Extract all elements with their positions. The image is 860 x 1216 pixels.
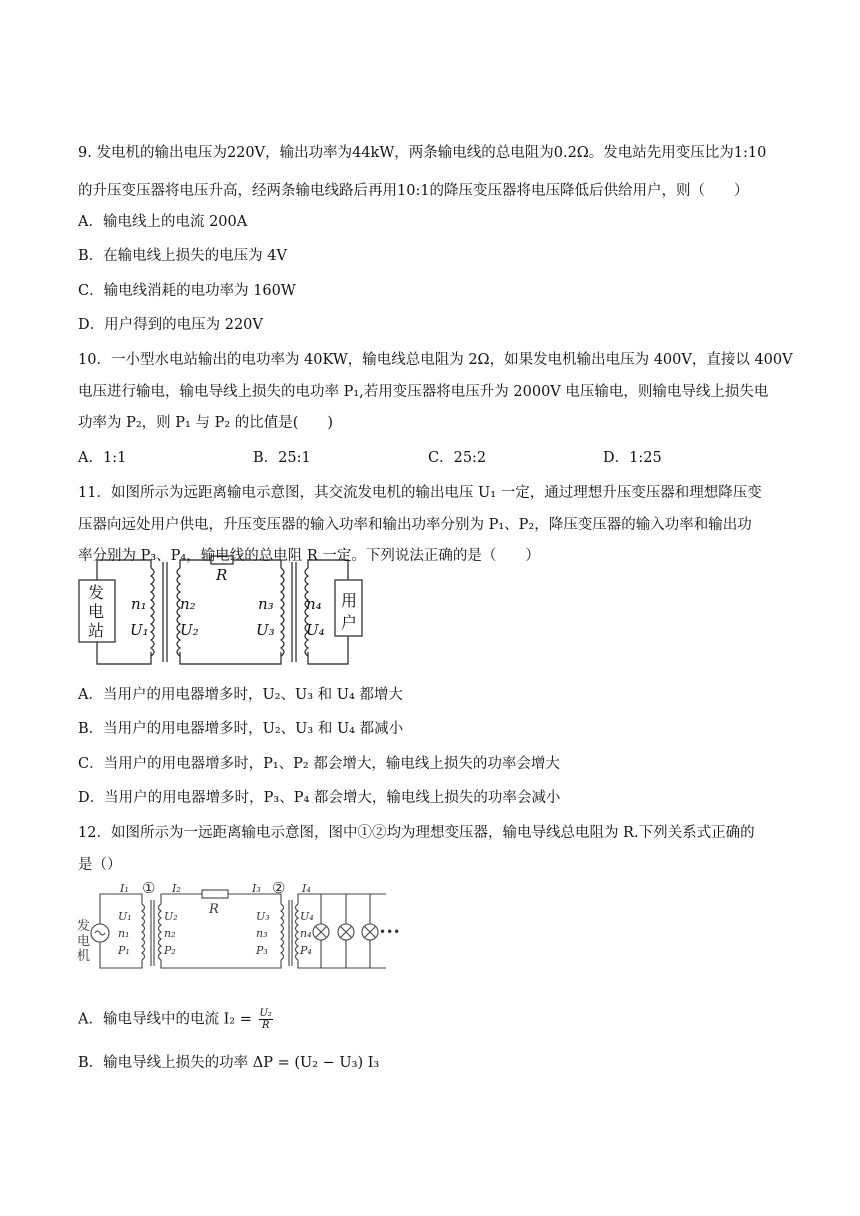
- q10-option-a: A．1:1: [78, 450, 127, 466]
- q12-label-u4: U₄: [300, 910, 314, 923]
- q12-stem-line-2: 是（）: [78, 857, 122, 873]
- q11-stem-line-2: 压器向远处用户供电，升压变压器的输入功率和输出功率分别为 P₁、P₂，降压变压器的输入功率和输出功: [78, 517, 752, 533]
- q12-source-char-2: 电: [77, 934, 91, 949]
- q12-option-b: B．输电导线上损失的功率 ΔP = (U₂ − U₃) I₃: [78, 1055, 380, 1071]
- q12-transformer-1-label: ①: [142, 882, 156, 897]
- q9-option-c: C．输电线消耗的电功率为 160W: [78, 283, 296, 299]
- q11-stem-line-3: 率分别为 P₃、P₄，输电线的总电阻 R 一定。下列说法正确的是（ ）: [78, 548, 540, 564]
- q11-circuit-diagram: [76, 552, 376, 672]
- q12-current-i1: I₁: [120, 882, 129, 895]
- q12-option-a-fraction: [259, 1008, 273, 1031]
- q12-label-p3: P₃: [256, 944, 268, 957]
- q11-option-d: D．当用户的用电器增多时，P₃、P₄ 都会增大，输电线上损失的功率会减小: [78, 790, 561, 806]
- q11-resistor-label: R: [216, 566, 228, 584]
- q10-option-c: C．25:2: [428, 450, 487, 466]
- q10-option-b: B．25:1: [253, 450, 311, 466]
- q11-source-char-2: 电: [88, 602, 105, 621]
- q11-label-u3: U₃: [256, 621, 275, 639]
- q11-source-char-1: 发: [88, 583, 105, 602]
- q9-stem-line-1: 9. 发电机的输出电压为220V，输出功率为44kW，两条输电线的总电阻为0.2Ω。发电站先用变压比为1:10: [78, 145, 767, 161]
- q12-stem-line-1: 12．如图所示为一远距离输电示意图，图中①②均为理想变压器，输电导线总电阻为 R.下列关系式正确的: [78, 825, 755, 841]
- q10-options: [78, 448, 778, 468]
- q11-user-char-2: 户: [341, 613, 358, 632]
- q11-source-char-3: 站: [88, 621, 105, 640]
- q12-label-p2: P₂: [164, 944, 176, 957]
- q12-label-u3: U₃: [256, 910, 270, 923]
- q12-label-p1: P₁: [118, 944, 130, 957]
- q11-label-n1: n₁: [131, 595, 147, 613]
- q12-transformer-2-label: ②: [272, 882, 286, 897]
- q11-option-c: C．当用户的用电器增多时，P₁、P₂ 都会增大，输电线上损失的功率会增大: [78, 756, 560, 772]
- q12-current-i3: I₃: [252, 882, 261, 895]
- q12-label-u1: U₁: [118, 910, 132, 923]
- q11-label-u4: U₄: [306, 621, 325, 639]
- q12-option-a-numerator: U₂: [259, 1008, 272, 1019]
- q12-label-u2: U₂: [164, 910, 178, 923]
- q9-option-b: B．在输电线上损失的电压为 4V: [78, 248, 287, 264]
- q11-label-n2: n₂: [180, 595, 196, 613]
- q12-source-char-1: 发: [77, 919, 91, 934]
- q11-stem-line-1: 11．如图所示为远距离输电示意图，其交流发电机的输出电压 U₁ 一定，通过理想升压变压器和理想降压变: [78, 485, 762, 501]
- q9-option-a: A．输电线上的电流 200A: [78, 214, 248, 230]
- q11-label-u1: U₁: [130, 621, 149, 639]
- q9-option-d: D．用户得到的电压为 220V: [78, 317, 263, 333]
- q12-option-a-text: A．输电导线中的电流 I₂ =: [78, 1011, 252, 1028]
- q11-label-n3: n₃: [258, 595, 274, 613]
- q12-label-n3: n₃: [256, 927, 268, 940]
- q12-label-p4: P₄: [300, 944, 312, 957]
- q10-stem-line-1: 10．一小型水电站输出的电功率为 40KW，输电线总电阻为 2Ω，如果发电机输出电压为 400V，直接以 400V: [78, 352, 793, 368]
- q10-option-d: D．1:25: [603, 450, 662, 466]
- q12-circuit-diagram: [76, 882, 406, 982]
- q10-stem-line-3: 功率为 P₂，则 P₁ 与 P₂ 的比值是( ): [78, 415, 334, 431]
- q11-option-a: A．当用户的用电器增多时，U₂、U₃ 和 U₄ 都增大: [78, 687, 403, 703]
- q11-user-char-1: 用: [341, 591, 358, 610]
- q11-label-u2: U₂: [180, 621, 199, 639]
- q9-stem-line-2: 的升压变压器将电压升高，经两条输电线路后再用10:1的降压变压器将电压降低后供给用户，则（ ）: [78, 183, 749, 199]
- q12-resistor-label: R: [209, 902, 219, 917]
- q12-current-i4: I₄: [302, 882, 311, 895]
- q12-option-a: [78, 1008, 275, 1031]
- q12-continuation-dots: •••: [379, 925, 401, 939]
- q10-stem-line-2: 电压进行输电，输电导线上损失的电功率 P₁,若用变压器将电压升为 2000V 电压输电，则输电导线上损失电: [78, 384, 769, 400]
- q12-label-n2: n₂: [164, 927, 176, 940]
- q12-source-char-3: 机: [77, 949, 91, 964]
- q12-current-i2: I₂: [172, 882, 181, 895]
- q12-label-n4: n₄: [300, 927, 312, 940]
- q11-option-b: B．当用户的用电器增多时，U₂、U₃ 和 U₄ 都减小: [78, 721, 404, 737]
- q12-option-a-denominator: R: [261, 1020, 270, 1031]
- q12-label-n1: n₁: [118, 927, 130, 940]
- q11-label-n4: n₄: [306, 595, 322, 613]
